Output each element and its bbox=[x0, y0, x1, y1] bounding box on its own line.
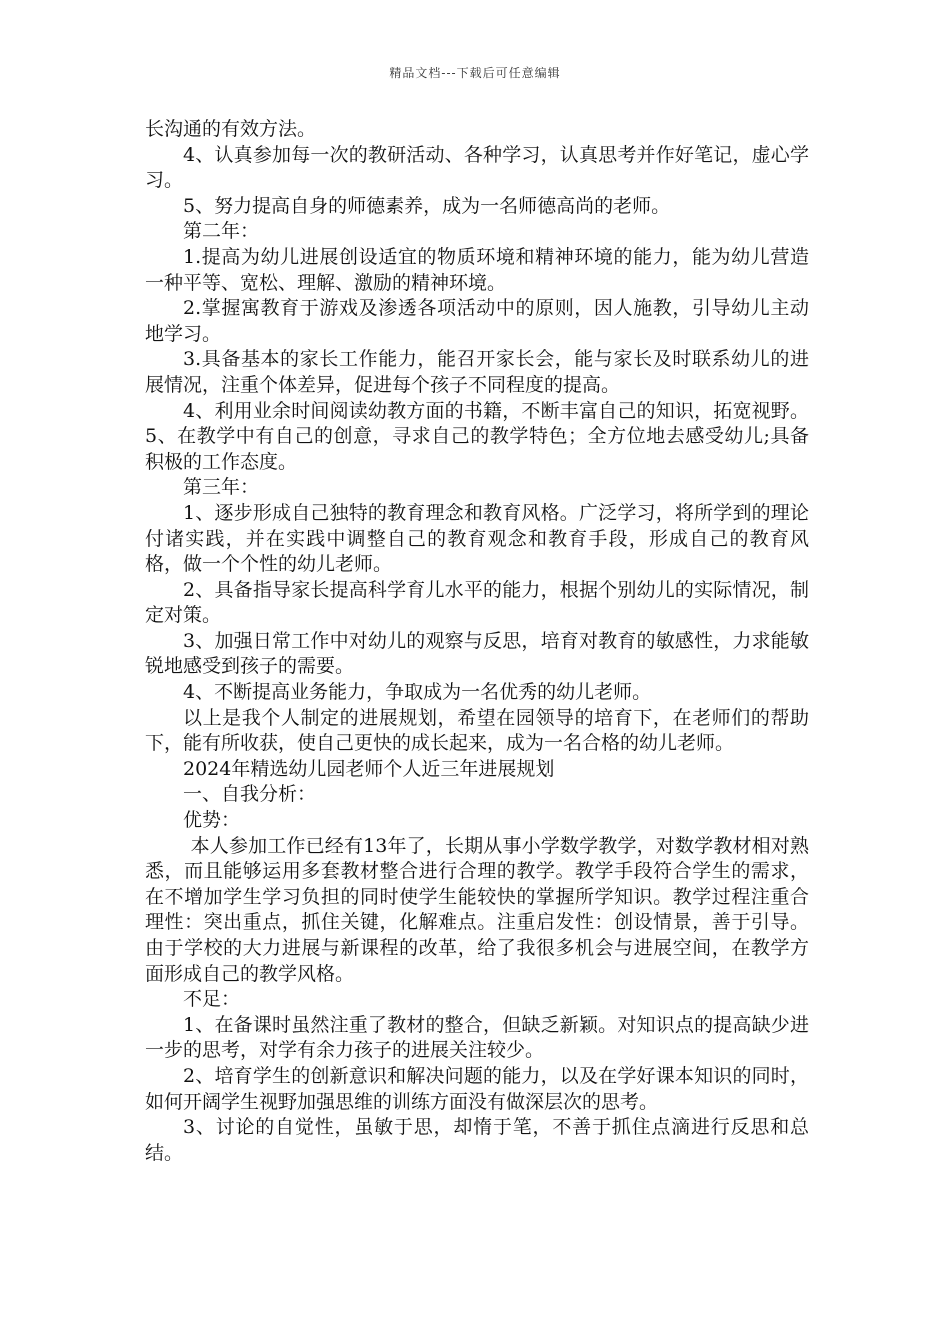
paragraph: 3.具备基本的家长工作能力，能召开家长会，能与家长及时联系幼儿的进展情况，注重个体差异，促进每个孩子不同程度的提高。 bbox=[145, 348, 809, 396]
paragraph: 4、认真参加每一次的教研活动、各种学习，认真思考并作好笔记，虚心学习。 bbox=[145, 143, 809, 192]
section-heading: 第二年： bbox=[183, 220, 260, 243]
page-header: 精品文档---下载后可任意编辑 bbox=[389, 66, 561, 80]
section-heading: 不足： bbox=[183, 988, 241, 1011]
paragraph: 2.掌握寓教育于游戏及渗透各项活动中的原则，因人施教，引导幼儿主动地学习。 bbox=[145, 297, 809, 345]
paragraph: 3、加强日常工作中对幼儿的观察与反思，培育对教育的敏感性，力求能敏锐地感受到孩子的需要。 bbox=[145, 629, 809, 678]
paragraph: 1、逐步形成自己独特的教育理念和教育风格。广泛学习，将所学到的理论付诸实践，并在实践中调整自己的教育观念和教育手段，形成自己的教育风格，做一个个性的幼儿老师。 bbox=[145, 501, 809, 576]
document-body bbox=[145, 117, 809, 1166]
paragraph: 1.提高为幼儿进展创设适宜的物质环境和精神环境的能力，能为幼儿营造一种平等、宽松、理解、激励的精神环境。 bbox=[145, 245, 809, 294]
paragraph: 4、不断提高业务能力，争取成为一名优秀的幼儿老师。 bbox=[183, 681, 652, 704]
paragraph: 本人参加工作已经有13年了，长期从事小学数学教学，对数学教材相对熟悉，而且能够运用多套教材整合进行合理的教学。教学手段符合学生的需求，在不增加学生学习负担的同时使学生能较快的掌握所学知识。教学过程注重合理性：突出重点，抓住关键，化解难点。注重启发性：创设情景，善于引导。由于学校的大力进展与新课程的改革，给了我很多机会与进展空间，在教学方面形成自己的教学风格。 bbox=[145, 834, 809, 985]
paragraph: 2、培育学生的创新意识和解决问题的能力，以及在学好课本知识的同时，如何开阔学生视野加强思维的训练方面没有做深层次的思考。 bbox=[145, 1064, 809, 1113]
paragraph: 以上是我个人制定的进展规划，希望在园领导的培育下，在老师们的帮助下，能有所收获，使自己更快的成长起来，成为一名合格的幼儿老师。 bbox=[145, 706, 809, 755]
paragraph: 4、利用业余时间阅读幼教方面的书籍，不断丰富自己的知识，拓宽视野。5、在教学中有自己的创意，寻求自己的教学特色；全方位地去感受幼儿;具备积极的工作态度。 bbox=[145, 399, 809, 473]
paragraph: 长沟通的有效方法。 bbox=[145, 118, 317, 140]
paragraph: 5、努力提高自身的师德素养，成为一名师德高尚的老师。 bbox=[183, 194, 671, 217]
paragraph: 1、在备课时虽然注重了教材的整合，但缺乏新颖。对知识点的提高缺少进一步的思考，对学有余力孩子的进展关注较少。 bbox=[145, 1013, 809, 1062]
section-heading: 优势： bbox=[183, 809, 241, 832]
paragraph: 2、具备指导家长提高科学育儿水平的能力，根据个别幼儿的实际情况，制定对策。 bbox=[145, 578, 809, 627]
paragraph: 3、讨论的自觉性，虽敏于思，却惰于笔，不善于抓住点滴进行反思和总结。 bbox=[145, 1116, 809, 1164]
section-heading: 第三年： bbox=[183, 476, 260, 499]
section-heading: 一、自我分析： bbox=[183, 783, 317, 806]
document-title: 2024年精选幼儿园老师个人近三年进展规划 bbox=[183, 757, 555, 780]
